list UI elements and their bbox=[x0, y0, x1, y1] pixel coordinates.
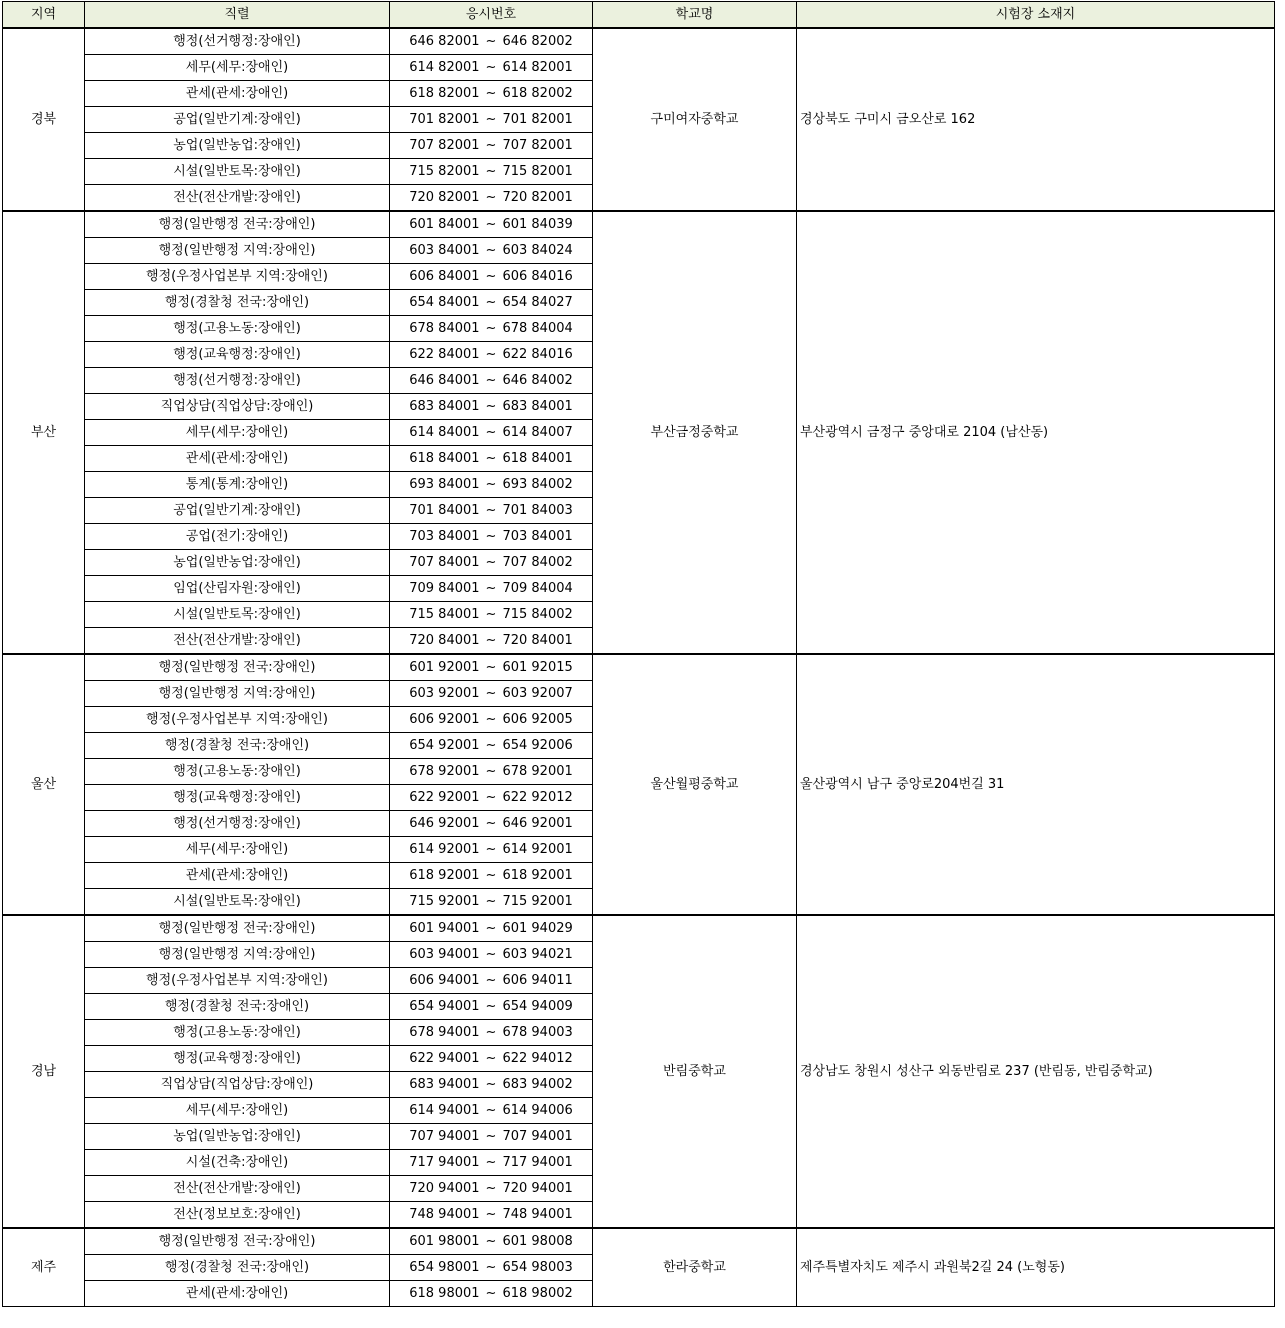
exam-number-cell bbox=[390, 968, 593, 994]
exam-number-to: 614 92001 bbox=[502, 842, 573, 857]
exam-number-cell bbox=[390, 316, 593, 342]
position-cell: 행정(고용노동:장애인) bbox=[85, 759, 390, 785]
position-cell: 전산(전산개발:장애인) bbox=[85, 185, 390, 212]
exam-number-to: 707 82001 bbox=[502, 138, 573, 153]
exam-number-from: 622 84001 bbox=[409, 347, 480, 362]
range-separator: ~ bbox=[485, 790, 497, 805]
exam-number-to: 715 92001 bbox=[502, 894, 573, 909]
exam-number-from: 614 94001 bbox=[409, 1103, 480, 1118]
exam-number-from: 720 84001 bbox=[409, 633, 480, 648]
address-cell: 부산광역시 금정구 중앙대로 2104 (남산동) bbox=[797, 211, 1275, 654]
position-cell: 세무(세무:장애인) bbox=[85, 1098, 390, 1124]
exam-number-cell bbox=[390, 889, 593, 916]
range-separator: ~ bbox=[485, 555, 497, 570]
exam-number-from: 701 84001 bbox=[409, 503, 480, 518]
school-cell: 한라중학교 bbox=[593, 1228, 797, 1307]
exam-number-from: 748 94001 bbox=[409, 1207, 480, 1222]
exam-number-to: 601 84039 bbox=[502, 217, 573, 232]
exam-number-to: 614 94006 bbox=[502, 1103, 573, 1118]
exam-number-cell bbox=[390, 863, 593, 889]
range-separator: ~ bbox=[485, 973, 497, 988]
position-cell: 시설(건축:장애인) bbox=[85, 1150, 390, 1176]
exam-number-cell bbox=[390, 1124, 593, 1150]
position-cell: 농업(일반농업:장애인) bbox=[85, 1124, 390, 1150]
exam-number-from: 606 84001 bbox=[409, 269, 480, 284]
exam-number-cell bbox=[390, 602, 593, 628]
position-cell: 공업(일반기계:장애인) bbox=[85, 498, 390, 524]
exam-number-from: 709 84001 bbox=[409, 581, 480, 596]
region-cell: 부산 bbox=[3, 211, 85, 654]
exam-number-to: 707 84002 bbox=[502, 555, 573, 570]
range-separator: ~ bbox=[485, 321, 497, 336]
position-cell: 행정(일반행정 지역:장애인) bbox=[85, 238, 390, 264]
range-separator: ~ bbox=[485, 243, 497, 258]
exam-number-from: 606 94001 bbox=[409, 973, 480, 988]
exam-number-cell bbox=[390, 942, 593, 968]
header-address: 시험장 소재지 bbox=[797, 2, 1275, 29]
exam-number-from: 707 84001 bbox=[409, 555, 480, 570]
position-cell: 공업(전기:장애인) bbox=[85, 524, 390, 550]
exam-number-to: 603 94021 bbox=[502, 947, 573, 962]
range-separator: ~ bbox=[485, 1077, 497, 1092]
range-separator: ~ bbox=[485, 607, 497, 622]
range-separator: ~ bbox=[485, 1260, 497, 1275]
position-cell: 행정(선거행정:장애인) bbox=[85, 368, 390, 394]
range-separator: ~ bbox=[485, 1234, 497, 1249]
exam-number-cell bbox=[390, 55, 593, 81]
exam-number-from: 618 92001 bbox=[409, 868, 480, 883]
exam-number-cell bbox=[390, 342, 593, 368]
position-cell: 행정(우정사업본부 지역:장애인) bbox=[85, 264, 390, 290]
position-cell: 행정(일반행정 전국:장애인) bbox=[85, 211, 390, 238]
school-cell: 구미여자중학교 bbox=[593, 28, 797, 211]
exam-number-from: 715 82001 bbox=[409, 164, 480, 179]
range-separator: ~ bbox=[485, 138, 497, 153]
exam-number-to: 601 98008 bbox=[502, 1234, 573, 1249]
exam-number-cell bbox=[390, 1098, 593, 1124]
range-separator: ~ bbox=[485, 477, 497, 492]
range-separator: ~ bbox=[485, 1103, 497, 1118]
exam-number-cell bbox=[390, 576, 593, 602]
exam-number-from: 707 82001 bbox=[409, 138, 480, 153]
exam-number-to: 654 92006 bbox=[502, 738, 573, 753]
range-separator: ~ bbox=[485, 1051, 497, 1066]
exam-number-cell bbox=[390, 185, 593, 212]
exam-number-from: 622 94001 bbox=[409, 1051, 480, 1066]
exam-number-cell bbox=[390, 368, 593, 394]
range-separator: ~ bbox=[485, 164, 497, 179]
range-separator: ~ bbox=[485, 60, 497, 75]
exam-number-from: 646 92001 bbox=[409, 816, 480, 831]
exam-number-from: 715 84001 bbox=[409, 607, 480, 622]
range-separator: ~ bbox=[485, 686, 497, 701]
exam-number-cell bbox=[390, 394, 593, 420]
position-cell: 행정(우정사업본부 지역:장애인) bbox=[85, 707, 390, 733]
position-cell: 시설(일반토목:장애인) bbox=[85, 602, 390, 628]
range-separator: ~ bbox=[485, 633, 497, 648]
exam-number-from: 614 82001 bbox=[409, 60, 480, 75]
position-cell: 통계(통계:장애인) bbox=[85, 472, 390, 498]
range-separator: ~ bbox=[485, 217, 497, 232]
range-separator: ~ bbox=[485, 1181, 497, 1196]
exam-number-to: 622 92012 bbox=[502, 790, 573, 805]
position-cell: 행정(우정사업본부 지역:장애인) bbox=[85, 968, 390, 994]
range-separator: ~ bbox=[485, 738, 497, 753]
exam-number-cell bbox=[390, 915, 593, 942]
exam-number-cell bbox=[390, 733, 593, 759]
exam-number-to: 720 84001 bbox=[502, 633, 573, 648]
position-cell: 행정(교육행정:장애인) bbox=[85, 1046, 390, 1072]
exam-number-to: 709 84004 bbox=[502, 581, 573, 596]
exam-number-to: 622 84016 bbox=[502, 347, 573, 362]
exam-number-from: 678 94001 bbox=[409, 1025, 480, 1040]
range-separator: ~ bbox=[485, 425, 497, 440]
header-region: 지역 bbox=[3, 2, 85, 29]
exam-number-cell bbox=[390, 628, 593, 655]
exam-number-from: 683 84001 bbox=[409, 399, 480, 414]
position-cell: 행정(경찰청 전국:장애인) bbox=[85, 1255, 390, 1281]
school-cell: 부산금정중학교 bbox=[593, 211, 797, 654]
exam-number-to: 646 82002 bbox=[502, 34, 573, 49]
exam-number-to: 683 84001 bbox=[502, 399, 573, 414]
header-exam-number: 응시번호 bbox=[390, 2, 593, 29]
range-separator: ~ bbox=[485, 190, 497, 205]
exam-number-cell bbox=[390, 264, 593, 290]
position-cell: 관세(관세:장애인) bbox=[85, 863, 390, 889]
exam-number-cell bbox=[390, 1020, 593, 1046]
range-separator: ~ bbox=[485, 1155, 497, 1170]
position-cell: 행정(선거행정:장애인) bbox=[85, 28, 390, 55]
exam-number-from: 601 98001 bbox=[409, 1234, 480, 1249]
school-cell: 울산월평중학교 bbox=[593, 654, 797, 915]
exam-number-from: 603 84001 bbox=[409, 243, 480, 258]
table-row bbox=[3, 211, 1275, 238]
exam-number-to: 606 84016 bbox=[502, 269, 573, 284]
table-body bbox=[3, 28, 1275, 1307]
table-row bbox=[3, 28, 1275, 55]
exam-number-to: 720 82001 bbox=[502, 190, 573, 205]
exam-number-from: 614 92001 bbox=[409, 842, 480, 857]
exam-number-cell bbox=[390, 133, 593, 159]
table-header-row bbox=[3, 2, 1275, 29]
exam-number-cell bbox=[390, 1150, 593, 1176]
exam-number-from: 618 84001 bbox=[409, 451, 480, 466]
exam-number-cell bbox=[390, 1281, 593, 1307]
exam-number-cell bbox=[390, 1228, 593, 1255]
exam-number-to: 654 98003 bbox=[502, 1260, 573, 1275]
exam-number-to: 720 94001 bbox=[502, 1181, 573, 1196]
position-cell: 직업상담(직업상담:장애인) bbox=[85, 394, 390, 420]
range-separator: ~ bbox=[485, 947, 497, 962]
position-cell: 농업(일반농업:장애인) bbox=[85, 133, 390, 159]
position-cell: 관세(관세:장애인) bbox=[85, 446, 390, 472]
range-separator: ~ bbox=[485, 34, 497, 49]
exam-number-cell bbox=[390, 28, 593, 55]
range-separator: ~ bbox=[485, 999, 497, 1014]
exam-number-cell bbox=[390, 654, 593, 681]
position-cell: 행정(일반행정 지역:장애인) bbox=[85, 942, 390, 968]
exam-number-from: 715 92001 bbox=[409, 894, 480, 909]
exam-number-from: 601 92001 bbox=[409, 660, 480, 675]
exam-number-to: 646 92001 bbox=[502, 816, 573, 831]
table-row bbox=[3, 1228, 1275, 1255]
exam-number-from: 720 82001 bbox=[409, 190, 480, 205]
position-cell: 시설(일반토목:장애인) bbox=[85, 159, 390, 185]
range-separator: ~ bbox=[485, 451, 497, 466]
exam-number-to: 678 92001 bbox=[502, 764, 573, 779]
exam-number-to: 614 84007 bbox=[502, 425, 573, 440]
exam-number-cell bbox=[390, 1046, 593, 1072]
exam-number-cell bbox=[390, 1202, 593, 1229]
position-cell: 행정(일반행정 전국:장애인) bbox=[85, 654, 390, 681]
exam-number-cell bbox=[390, 759, 593, 785]
region-cell: 울산 bbox=[3, 654, 85, 915]
exam-number-cell bbox=[390, 211, 593, 238]
exam-number-from: 654 84001 bbox=[409, 295, 480, 310]
range-separator: ~ bbox=[485, 1129, 497, 1144]
exam-number-cell bbox=[390, 238, 593, 264]
exam-number-cell bbox=[390, 524, 593, 550]
position-cell: 전산(전산개발:장애인) bbox=[85, 628, 390, 655]
exam-number-to: 606 92005 bbox=[502, 712, 573, 727]
exam-number-from: 693 84001 bbox=[409, 477, 480, 492]
exam-number-from: 703 84001 bbox=[409, 529, 480, 544]
exam-number-cell bbox=[390, 1255, 593, 1281]
position-cell: 행정(교육행정:장애인) bbox=[85, 785, 390, 811]
exam-number-to: 618 98002 bbox=[502, 1286, 573, 1301]
position-cell: 관세(관세:장애인) bbox=[85, 1281, 390, 1307]
position-cell: 공업(일반기계:장애인) bbox=[85, 107, 390, 133]
exam-number-to: 603 92007 bbox=[502, 686, 573, 701]
position-cell: 농업(일반농업:장애인) bbox=[85, 550, 390, 576]
table-row bbox=[3, 915, 1275, 942]
position-cell: 행정(일반행정 전국:장애인) bbox=[85, 1228, 390, 1255]
range-separator: ~ bbox=[485, 347, 497, 362]
position-cell: 행정(일반행정 전국:장애인) bbox=[85, 915, 390, 942]
position-cell: 전산(정보보호:장애인) bbox=[85, 1202, 390, 1229]
position-cell: 행정(경찰청 전국:장애인) bbox=[85, 733, 390, 759]
range-separator: ~ bbox=[485, 399, 497, 414]
address-cell: 경상남도 창원시 성산구 외동반림로 237 (반림동, 반림중학교) bbox=[797, 915, 1275, 1228]
exam-number-cell bbox=[390, 420, 593, 446]
region-cell: 제주 bbox=[3, 1228, 85, 1307]
exam-number-to: 683 94002 bbox=[502, 1077, 573, 1092]
position-cell: 전산(전산개발:장애인) bbox=[85, 1176, 390, 1202]
range-separator: ~ bbox=[485, 660, 497, 675]
exam-number-to: 678 94003 bbox=[502, 1025, 573, 1040]
position-cell: 시설(일반토목:장애인) bbox=[85, 889, 390, 916]
position-cell: 행정(고용노동:장애인) bbox=[85, 1020, 390, 1046]
exam-number-from: 603 94001 bbox=[409, 947, 480, 962]
position-cell: 임업(산림자원:장애인) bbox=[85, 576, 390, 602]
exam-number-to: 703 84001 bbox=[502, 529, 573, 544]
exam-number-to: 618 92001 bbox=[502, 868, 573, 883]
exam-number-to: 748 94001 bbox=[502, 1207, 573, 1222]
exam-number-from: 646 84001 bbox=[409, 373, 480, 388]
exam-number-to: 601 94029 bbox=[502, 921, 573, 936]
exam-number-from: 646 82001 bbox=[409, 34, 480, 49]
exam-number-from: 601 94001 bbox=[409, 921, 480, 936]
exam-number-to: 715 84002 bbox=[502, 607, 573, 622]
exam-number-cell bbox=[390, 290, 593, 316]
exam-number-to: 717 94001 bbox=[502, 1155, 573, 1170]
table-row bbox=[3, 654, 1275, 681]
position-cell: 행정(교육행정:장애인) bbox=[85, 342, 390, 368]
range-separator: ~ bbox=[485, 269, 497, 284]
range-separator: ~ bbox=[485, 529, 497, 544]
position-cell: 관세(관세:장애인) bbox=[85, 81, 390, 107]
exam-number-to: 693 84002 bbox=[502, 477, 573, 492]
header-position: 직렬 bbox=[85, 2, 390, 29]
exam-number-to: 654 84027 bbox=[502, 295, 573, 310]
school-cell: 반림중학교 bbox=[593, 915, 797, 1228]
range-separator: ~ bbox=[485, 921, 497, 936]
range-separator: ~ bbox=[485, 764, 497, 779]
exam-number-to: 614 82001 bbox=[502, 60, 573, 75]
position-cell: 행정(일반행정 지역:장애인) bbox=[85, 681, 390, 707]
exam-number-cell bbox=[390, 1176, 593, 1202]
exam-number-to: 603 84024 bbox=[502, 243, 573, 258]
position-cell: 세무(세무:장애인) bbox=[85, 837, 390, 863]
exam-number-from: 654 98001 bbox=[409, 1260, 480, 1275]
range-separator: ~ bbox=[485, 373, 497, 388]
header-school: 학교명 bbox=[593, 2, 797, 29]
exam-number-cell bbox=[390, 785, 593, 811]
position-cell: 세무(세무:장애인) bbox=[85, 55, 390, 81]
exam-number-to: 646 84002 bbox=[502, 373, 573, 388]
range-separator: ~ bbox=[485, 894, 497, 909]
exam-number-from: 654 92001 bbox=[409, 738, 480, 753]
exam-number-cell bbox=[390, 707, 593, 733]
position-cell: 세무(세무:장애인) bbox=[85, 420, 390, 446]
exam-number-cell bbox=[390, 837, 593, 863]
range-separator: ~ bbox=[485, 816, 497, 831]
exam-number-cell bbox=[390, 1072, 593, 1098]
exam-number-from: 701 82001 bbox=[409, 112, 480, 127]
address-cell: 경상북도 구미시 금오산로 162 bbox=[797, 28, 1275, 211]
exam-number-from: 654 94001 bbox=[409, 999, 480, 1014]
exam-number-cell bbox=[390, 107, 593, 133]
position-cell: 행정(고용노동:장애인) bbox=[85, 316, 390, 342]
exam-number-cell bbox=[390, 446, 593, 472]
exam-number-to: 654 94009 bbox=[502, 999, 573, 1014]
range-separator: ~ bbox=[485, 868, 497, 883]
region-cell: 경북 bbox=[3, 28, 85, 211]
exam-number-to: 678 84004 bbox=[502, 321, 573, 336]
address-cell: 울산광역시 남구 중앙로204번길 31 bbox=[797, 654, 1275, 915]
range-separator: ~ bbox=[485, 1207, 497, 1222]
exam-number-to: 715 82001 bbox=[502, 164, 573, 179]
position-cell: 행정(경찰청 전국:장애인) bbox=[85, 994, 390, 1020]
exam-number-from: 601 84001 bbox=[409, 217, 480, 232]
range-separator: ~ bbox=[485, 86, 497, 101]
exam-number-cell bbox=[390, 550, 593, 576]
exam-number-from: 717 94001 bbox=[409, 1155, 480, 1170]
exam-number-from: 707 94001 bbox=[409, 1129, 480, 1144]
range-separator: ~ bbox=[485, 1286, 497, 1301]
exam-number-from: 618 98001 bbox=[409, 1286, 480, 1301]
range-separator: ~ bbox=[485, 503, 497, 518]
position-cell: 행정(선거행정:장애인) bbox=[85, 811, 390, 837]
exam-number-from: 678 92001 bbox=[409, 764, 480, 779]
exam-number-from: 678 84001 bbox=[409, 321, 480, 336]
exam-number-from: 614 84001 bbox=[409, 425, 480, 440]
exam-number-to: 707 94001 bbox=[502, 1129, 573, 1144]
position-cell: 행정(경찰청 전국:장애인) bbox=[85, 290, 390, 316]
range-separator: ~ bbox=[485, 295, 497, 310]
range-separator: ~ bbox=[485, 112, 497, 127]
exam-number-to: 701 84003 bbox=[502, 503, 573, 518]
exam-number-cell bbox=[390, 498, 593, 524]
exam-number-from: 603 92001 bbox=[409, 686, 480, 701]
exam-number-cell bbox=[390, 994, 593, 1020]
exam-number-to: 701 82001 bbox=[502, 112, 573, 127]
exam-number-to: 618 84001 bbox=[502, 451, 573, 466]
exam-number-from: 683 94001 bbox=[409, 1077, 480, 1092]
region-cell: 경남 bbox=[3, 915, 85, 1228]
exam-number-to: 618 82002 bbox=[502, 86, 573, 101]
position-cell: 직업상담(직업상담:장애인) bbox=[85, 1072, 390, 1098]
exam-number-from: 618 82001 bbox=[409, 86, 480, 101]
exam-number-from: 622 92001 bbox=[409, 790, 480, 805]
exam-venue-table bbox=[2, 1, 1275, 1307]
exam-number-cell bbox=[390, 811, 593, 837]
exam-number-to: 601 92015 bbox=[502, 660, 573, 675]
range-separator: ~ bbox=[485, 581, 497, 596]
exam-number-from: 720 94001 bbox=[409, 1181, 480, 1196]
exam-number-to: 622 94012 bbox=[502, 1051, 573, 1066]
range-separator: ~ bbox=[485, 1025, 497, 1040]
exam-number-from: 606 92001 bbox=[409, 712, 480, 727]
range-separator: ~ bbox=[485, 712, 497, 727]
exam-number-cell bbox=[390, 81, 593, 107]
range-separator: ~ bbox=[485, 842, 497, 857]
address-cell: 제주특별자치도 제주시 과원북2길 24 (노형동) bbox=[797, 1228, 1275, 1307]
exam-number-cell bbox=[390, 159, 593, 185]
exam-number-to: 606 94011 bbox=[502, 973, 573, 988]
exam-number-cell bbox=[390, 681, 593, 707]
exam-number-cell bbox=[390, 472, 593, 498]
